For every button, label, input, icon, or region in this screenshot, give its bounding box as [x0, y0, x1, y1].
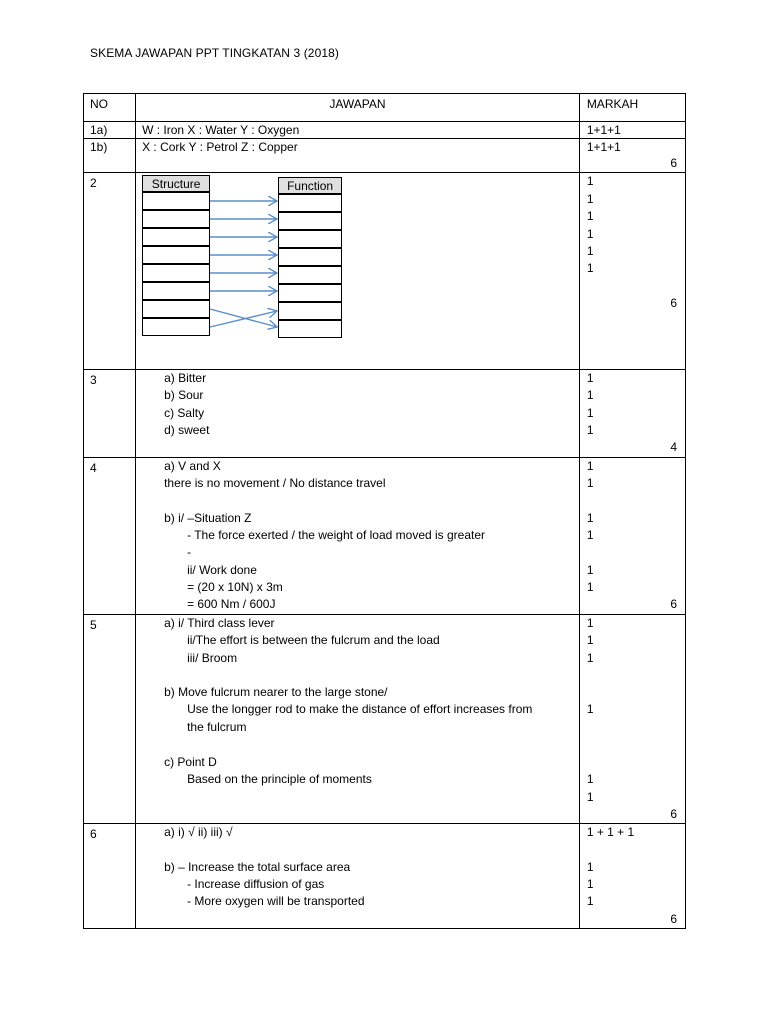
- table-header-row: [84, 94, 686, 122]
- mark-value: 1: [586, 209, 594, 223]
- total-marks: 6: [670, 597, 677, 611]
- header-answer: JAWAPAN: [136, 94, 580, 122]
- answer-line: -: [187, 545, 192, 559]
- header-no: NO: [84, 94, 136, 122]
- question-number: 1a): [84, 122, 136, 139]
- mark-value: 1: [586, 894, 594, 908]
- answer-text: X : Cork Y : Petrol Z : Copper: [136, 139, 580, 173]
- table-row: [84, 370, 686, 458]
- mark-value: 1: [586, 227, 594, 241]
- mark-value: 1: [586, 580, 594, 594]
- mark-value: 1: [586, 563, 594, 577]
- answer-line: iii/ Broom: [187, 651, 238, 665]
- question-number: 1b): [84, 139, 136, 173]
- mark-value: 1+1+1: [579, 122, 685, 139]
- question-number: 5: [84, 615, 136, 824]
- answer-line: b) – Increase the total surface area: [164, 860, 351, 874]
- mark-value: 1: [586, 244, 594, 258]
- mark-value: 1: [586, 528, 594, 542]
- mark-value: 1+1+1: [586, 140, 621, 154]
- answer-line: - Increase diffusion of gas: [187, 877, 325, 891]
- question-number: 6: [84, 824, 136, 929]
- total-marks: 6: [670, 807, 677, 821]
- answer-line: c) Salty: [164, 406, 205, 420]
- answer-line: = 600 Nm / 600J: [187, 597, 276, 611]
- mark-value: 1: [586, 616, 594, 630]
- mark-value: 1: [586, 388, 594, 402]
- mark-value: 1: [586, 772, 594, 786]
- answer-line: = (20 x 10N) x 3m: [187, 580, 283, 594]
- mark-value: 1: [586, 476, 594, 490]
- answer-line: a) i) √ ii) iii) √: [164, 825, 233, 839]
- mark-value: 1: [586, 459, 594, 473]
- mark-value: 1: [586, 651, 594, 665]
- answer-line: a) i/ Third class lever: [164, 616, 275, 630]
- answer-line: d) sweet: [164, 423, 210, 437]
- answer-text: W : Iron X : Water Y : Oxygen: [136, 122, 580, 139]
- total-marks: 6: [670, 912, 677, 926]
- answer-line: Based on the principle of moments: [187, 772, 372, 786]
- question-number: 3: [84, 370, 136, 458]
- answer-line: b) i/ –Situation Z: [164, 511, 252, 525]
- answer-line: a) Bitter: [164, 371, 207, 385]
- structure-header: Structure: [142, 175, 210, 192]
- answer-line: - The force exerted / the weight of load moved is greater: [187, 528, 486, 542]
- answer-line: Use the longger rod to make the distance of effort increases from: [187, 702, 533, 716]
- mark-value: 1: [586, 261, 594, 275]
- answer-line: a) V and X: [164, 459, 221, 473]
- answer-line: the fulcrum: [187, 720, 247, 734]
- table-row: [84, 615, 686, 824]
- answer-line: there is no movement / No distance travel: [164, 476, 386, 490]
- mark-value: 1: [586, 877, 594, 891]
- answer-line: ii/The effort is between the fulcrum and the load: [187, 633, 440, 647]
- table-row: [84, 824, 686, 929]
- table-row: [84, 458, 686, 615]
- mark-value: 1: [586, 174, 594, 188]
- matching-arrows: [136, 173, 356, 353]
- mark-value: 1: [586, 371, 594, 385]
- matching-diagram: [136, 173, 579, 369]
- mark-value: 1: [586, 702, 594, 716]
- answer-line: c) Point D: [164, 755, 217, 769]
- answer-scheme-table: [83, 93, 686, 929]
- header-marks: MARKAH: [579, 94, 685, 122]
- function-header: Function: [278, 177, 342, 194]
- mark-value: 1: [586, 511, 594, 525]
- total-marks: 6: [670, 296, 677, 310]
- mark-value: 1 + 1 + 1: [586, 825, 635, 839]
- mark-value: 1: [586, 423, 594, 437]
- mark-value: 1: [586, 790, 594, 804]
- question-number: 2: [84, 173, 136, 370]
- table-row: [84, 139, 686, 173]
- page-title: SKEMA JAWAPAN PPT TINGKATAN 3 (2018): [90, 46, 340, 60]
- answer-line: b) Move fulcrum nearer to the large stone/: [164, 685, 388, 699]
- mark-value: 1: [586, 633, 594, 647]
- table-row: [84, 173, 686, 370]
- mark-value: 1: [586, 192, 594, 206]
- mark-value: 1: [586, 406, 594, 420]
- mark-value: 1: [586, 860, 594, 874]
- answer-line: ii/ Work done: [187, 563, 257, 577]
- answer-line: - More oxygen will be transported: [187, 894, 365, 908]
- total-marks: 4: [670, 440, 677, 454]
- total-marks: 6: [670, 156, 677, 170]
- answer-line: b) Sour: [164, 388, 204, 402]
- table-row: [84, 122, 686, 139]
- question-number: 4: [84, 458, 136, 615]
